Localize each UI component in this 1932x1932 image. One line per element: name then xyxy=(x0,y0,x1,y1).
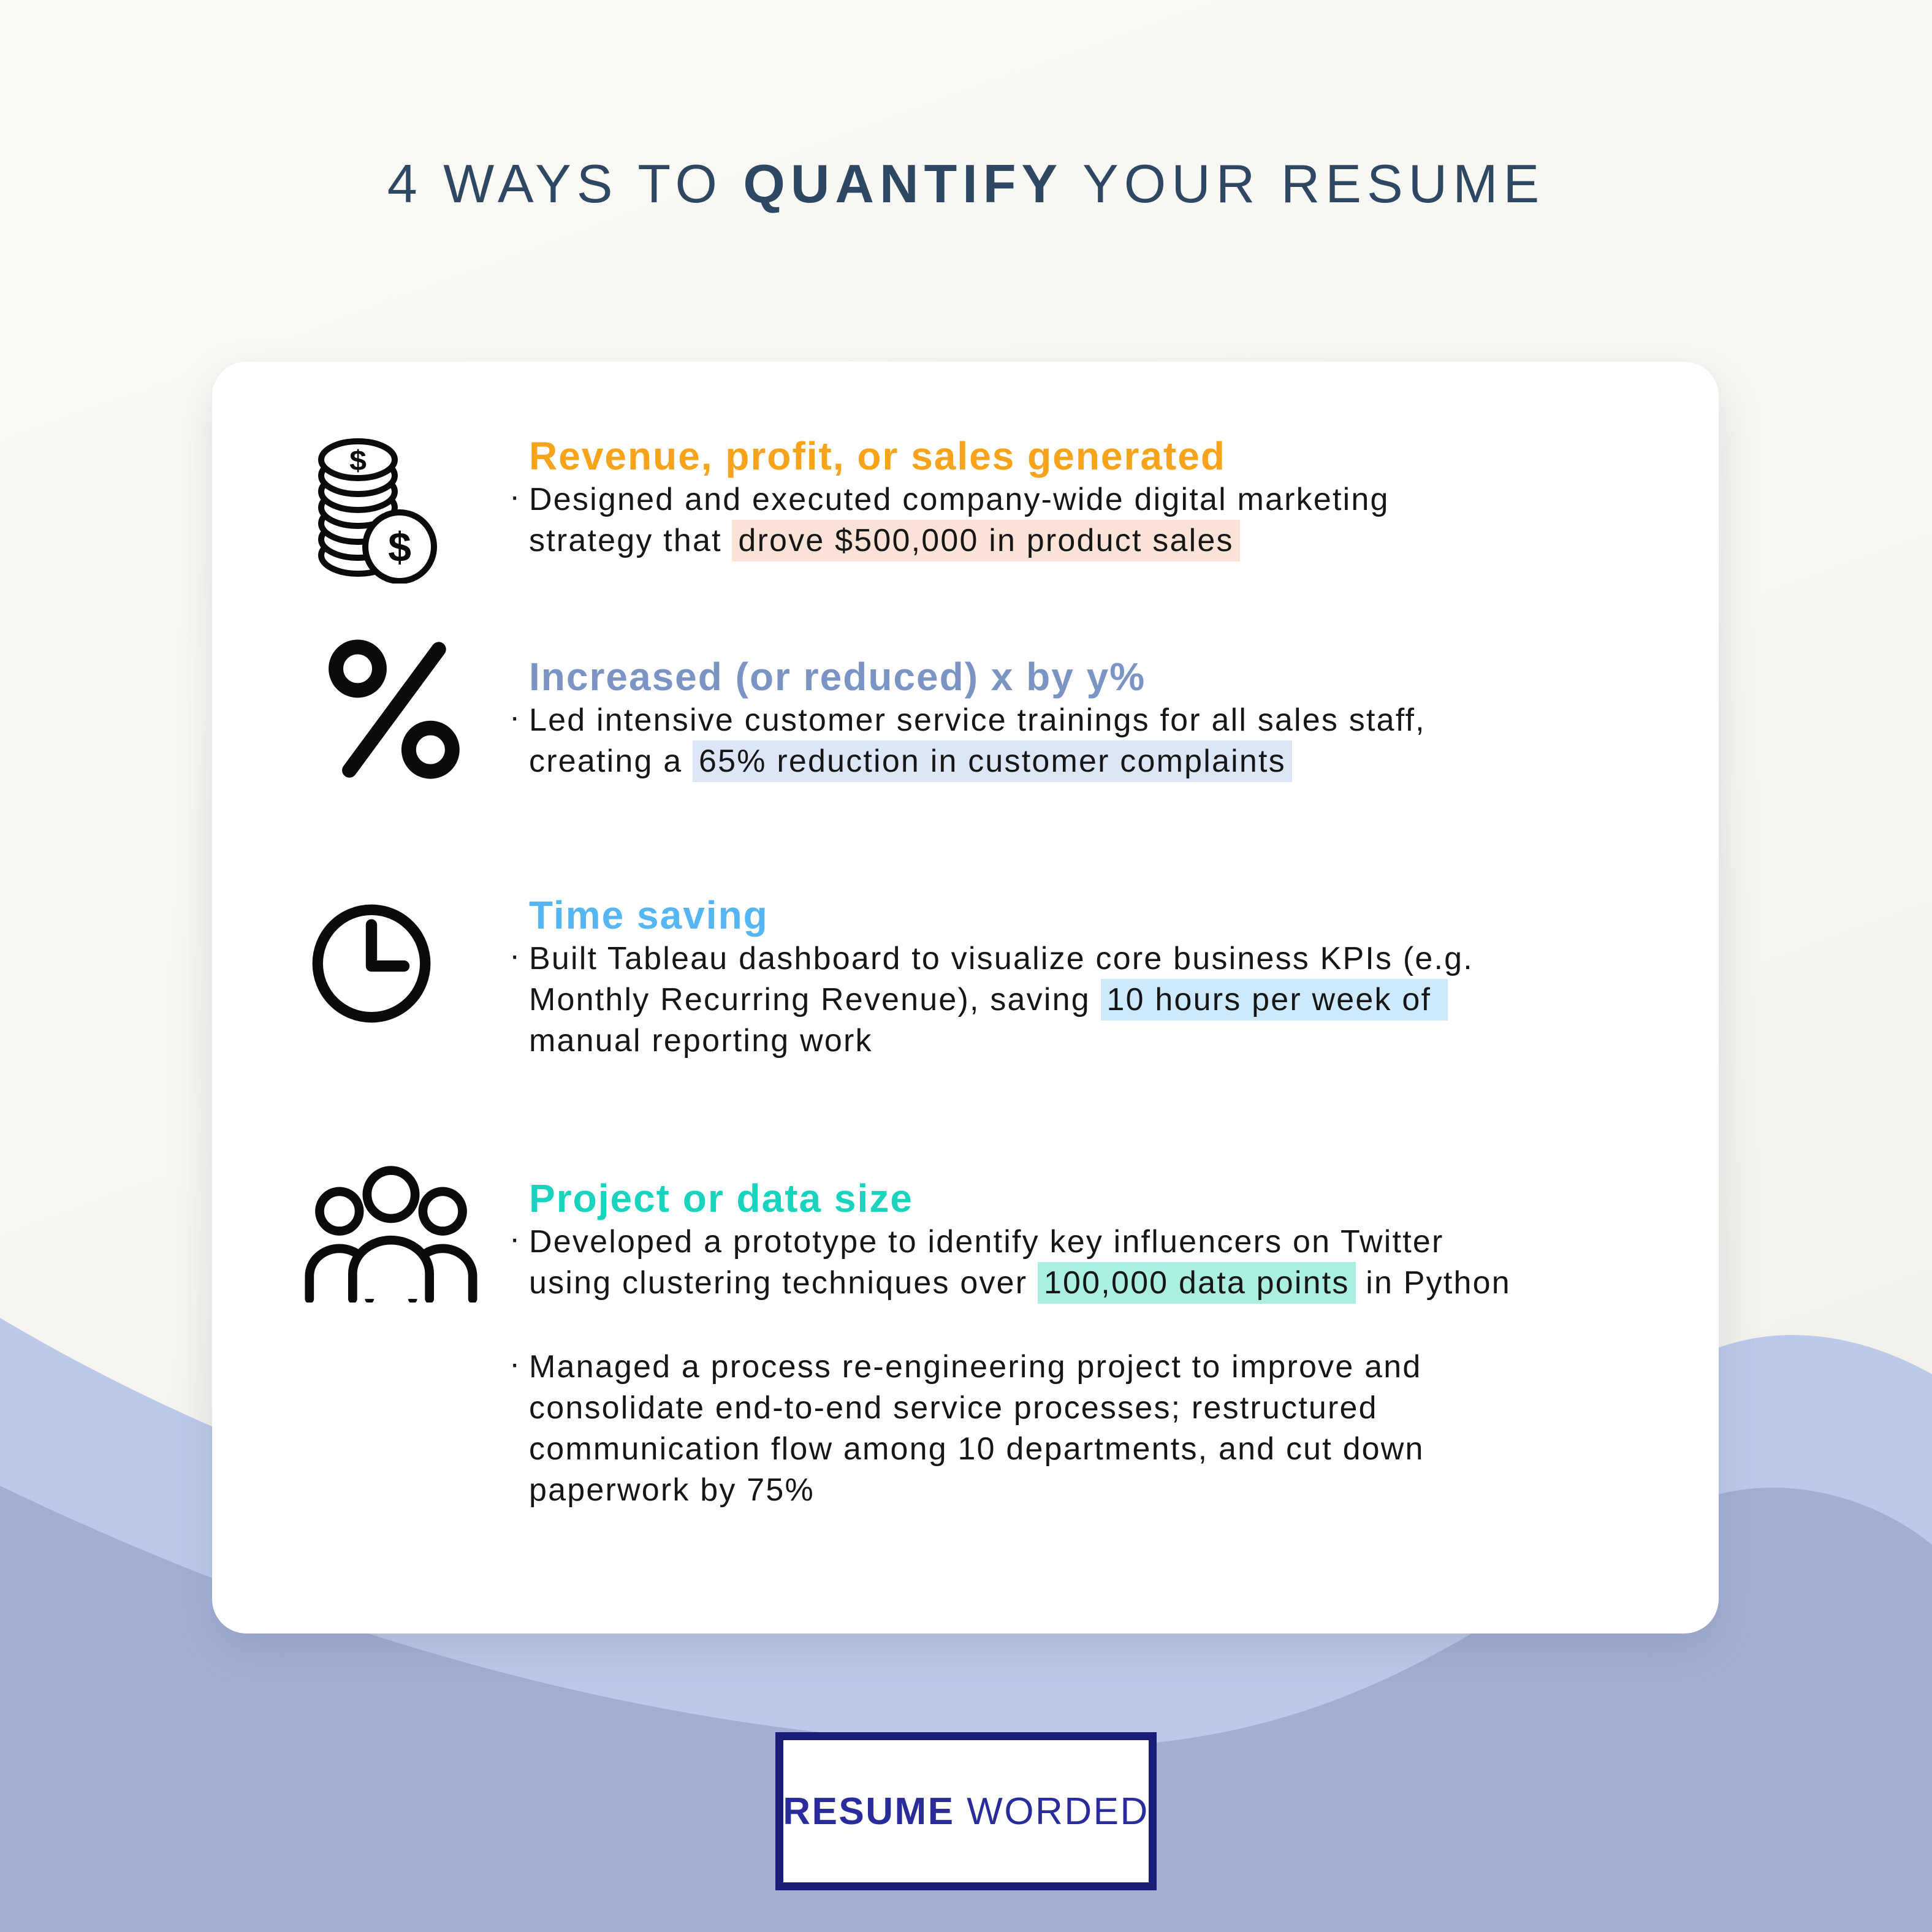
bullet-dot: · xyxy=(509,1221,520,1257)
svg-text:$: $ xyxy=(388,524,411,571)
bullet-line: Designed and executed company-wide digital marketing xyxy=(529,482,1390,517)
bullet-dot: · xyxy=(509,479,520,514)
highlight-time: 10 hours per week of xyxy=(1101,979,1448,1021)
section-time-saving xyxy=(509,893,1645,1062)
highlight-revenue: drove $500,000 in product sales xyxy=(732,520,1239,561)
bullet-line: manual reporting work xyxy=(529,1023,873,1059)
bullet-item xyxy=(509,479,1645,561)
bullet-dot: · xyxy=(509,938,520,973)
svg-text:$: $ xyxy=(349,445,367,477)
logo-text xyxy=(783,1790,1149,1833)
section-percentage xyxy=(509,655,1645,782)
bullet-line: Monthly Recurring Revenue), saving 10 hours per week of xyxy=(529,979,1645,1021)
bullet-item xyxy=(509,699,1645,782)
section-project-data-size xyxy=(509,1176,1645,1511)
bullet-item xyxy=(509,1221,1645,1304)
bullet-line: Led intensive customer service trainings for all sales staff, xyxy=(529,702,1426,738)
content-card xyxy=(212,362,1719,1633)
highlight-percentage: 65% reduction in customer complaints xyxy=(693,740,1292,782)
bullet-item xyxy=(509,938,1645,1062)
title-regular-post: YOUR RESUME xyxy=(1063,153,1545,214)
logo-regular-word: WORDED xyxy=(967,1790,1149,1833)
bullet-dot: · xyxy=(509,1346,520,1382)
section-heading: Project or data size xyxy=(529,1176,913,1220)
bullet-line: Managed a process re-engineering project to improve and xyxy=(529,1349,1422,1385)
logo-bold-word: RESUME xyxy=(783,1790,955,1833)
bullet-dot: · xyxy=(509,699,520,735)
title-bold-word: QUANTIFY xyxy=(743,153,1063,214)
title-regular-pre: 4 WAYS TO xyxy=(387,153,744,214)
bullet-line: paperwork by 75% xyxy=(529,1472,815,1508)
bullet-line: consolidate end-to-end service processes; restructured xyxy=(529,1390,1378,1426)
clock-icon xyxy=(309,901,434,1029)
bullet-line: using clustering techniques over 100,000 data points in Python xyxy=(529,1263,1645,1304)
bullet-line: communication flow among 10 departments, and cut down xyxy=(529,1431,1424,1467)
section-heading: Revenue, profit, or sales generated xyxy=(529,434,1226,478)
bullet-line: strategy that drove $500,000 in product sales xyxy=(529,520,1645,561)
bullet-line: Built Tableau dashboard to visualize core business KPIs (e.g. xyxy=(529,941,1474,976)
people-icon xyxy=(299,1158,483,1306)
bullet-item xyxy=(509,1346,1645,1511)
section-heading: Increased (or reduced) x by y% xyxy=(529,655,1146,699)
bullet-line: creating a 65% reduction in customer complaints xyxy=(529,741,1645,782)
section-heading: Time saving xyxy=(529,893,769,937)
bullet-line: Developed a prototype to identify key influencers on Twitter xyxy=(529,1224,1444,1260)
coins-dollar-icon xyxy=(315,436,438,587)
section-revenue xyxy=(509,434,1645,561)
percent-icon xyxy=(322,636,463,786)
resume-worded-logo xyxy=(775,1732,1157,1890)
highlight-data-size: 100,000 data points xyxy=(1038,1262,1356,1304)
